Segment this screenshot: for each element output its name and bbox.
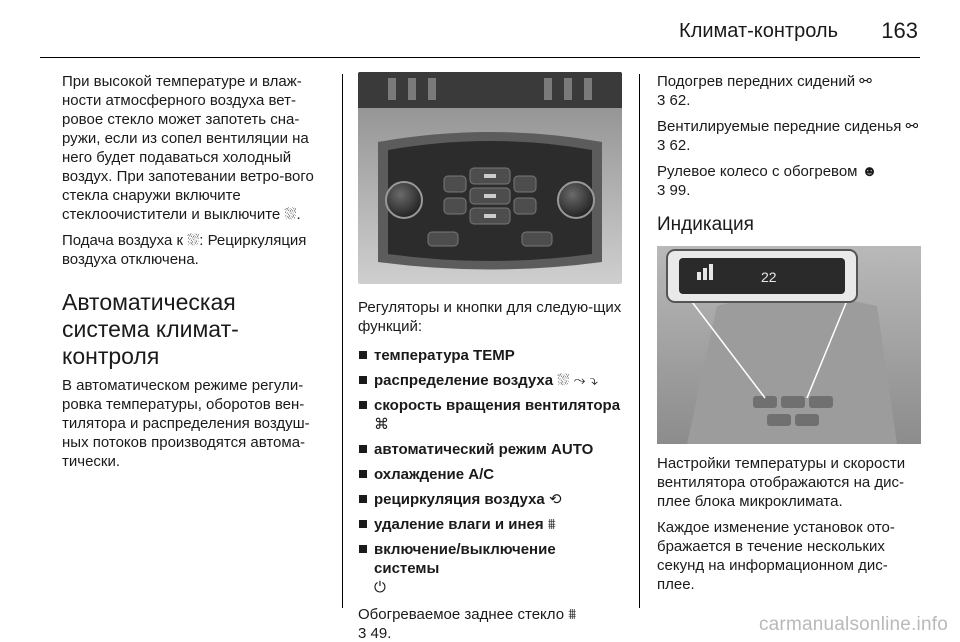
column-divider bbox=[342, 74, 343, 608]
air-distribution-icon: ⛆ ⤳ ⤵ bbox=[557, 372, 599, 389]
watermark: carmanualsonline.info bbox=[758, 614, 948, 635]
paragraph: Подогрев передних сидений ⚯ 3 62. bbox=[657, 73, 872, 109]
column-left bbox=[62, 72, 324, 478]
page-reference: 3 49. bbox=[358, 625, 392, 642]
function-list bbox=[358, 346, 624, 597]
section-heading: Автоматическая система климат-контроля bbox=[62, 289, 239, 369]
paragraph: Настройки температуры и скорости вентилятора отображаются на дис-плее блока микроклимата. bbox=[657, 455, 906, 510]
paragraph: Каждое изменение установок ото-бражается в течение нескольких секунд на информационном дис-плее. bbox=[657, 519, 895, 593]
list-item: скорость вращения вентилятора ⌘ bbox=[358, 396, 624, 434]
column-right bbox=[657, 72, 923, 601]
image-caption: Регуляторы и кнопки для следую-щих функций: bbox=[358, 299, 622, 335]
page-title: Климат-контроль bbox=[679, 20, 838, 42]
page-header bbox=[40, 0, 920, 58]
paragraph: Вентилируемые передние сиденья ⚯ 3 62. bbox=[657, 118, 919, 154]
page-reference: 3 62. bbox=[657, 92, 691, 109]
list-item: автоматический режим AUTO bbox=[358, 440, 624, 459]
defrost-icon: ⩩ bbox=[547, 516, 556, 533]
list-item: удаление влаги и инея ⩩ bbox=[358, 515, 624, 534]
recirculation-icon: ⟲ bbox=[548, 491, 562, 508]
paragraph: В автоматическом режиме регули-ровка температуры, оборотов вен-тилятора и распределения воздуш-ных потоков производятся автома-тически. bbox=[62, 377, 310, 470]
page-reference: 3 99. bbox=[657, 182, 691, 199]
list-item: охлаждение A/C bbox=[358, 465, 624, 484]
list-item: температура TEMP bbox=[358, 346, 624, 365]
list-item: включение/выключение системы ⏻ bbox=[358, 540, 624, 597]
column-middle bbox=[358, 72, 624, 642]
fan-icon: ⌘ bbox=[374, 416, 389, 433]
display-value: 22 bbox=[761, 269, 777, 285]
page-number: 163 bbox=[881, 18, 918, 43]
paragraph: Подача воздуха к ⛆: Рециркуляция воздуха отключена. bbox=[62, 232, 307, 268]
paragraph: При высокой температуре и влаж-ности атмосферного воздуха вет-ровое стекло может запотеть сна-ружи, если из сопел вентиляции на него будет подаваться холодный воздух. При запотевании ветро-вого стекла снаружи включите стеклоочистители и выключите ⛆. bbox=[62, 73, 314, 223]
column-divider bbox=[639, 74, 640, 608]
climate-panel-photo bbox=[358, 72, 622, 284]
paragraph: Обогреваемое заднее стекло ⩩ 3 49. bbox=[358, 606, 577, 642]
power-icon: ⏻ bbox=[374, 579, 386, 596]
list-item: рециркуляция воздуха ⟲ bbox=[358, 490, 624, 509]
display-photo bbox=[657, 246, 921, 444]
section-heading: Индикация bbox=[657, 214, 754, 235]
paragraph: Рулевое колесо с обогревом ☻ 3 99. bbox=[657, 163, 878, 199]
list-item: распределение воздуха ⛆ ⤳ ⤵ bbox=[358, 371, 624, 390]
